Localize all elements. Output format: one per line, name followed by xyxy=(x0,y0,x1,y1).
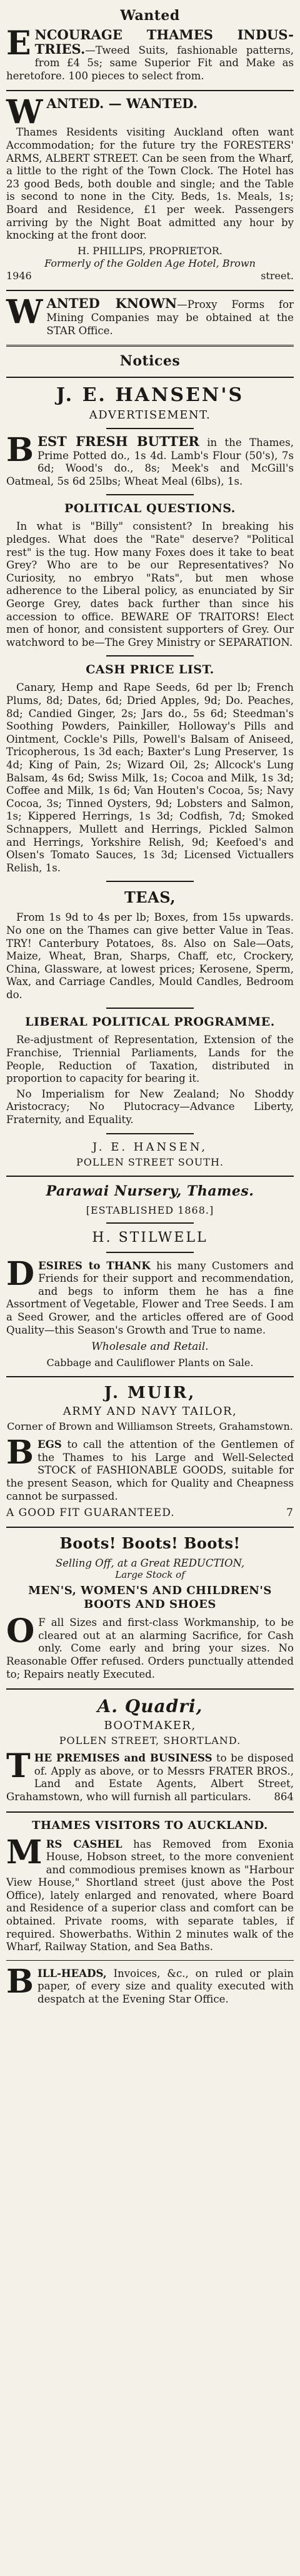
divider xyxy=(6,345,294,347)
ad-body: to call the attention of the Gentlemen of the Thames to his Large and Well-Selected STOCK of FASHIONABLE GOODS, suitable for the present Season, which for Quality and Cheapness cannot be surpassed. xyxy=(6,1439,294,1502)
dropcap: B xyxy=(6,431,34,470)
ad-cashel xyxy=(6,1819,294,1954)
ad-boots xyxy=(6,1534,294,1681)
visitors-title: THAMES VISITORS TO AUCKLAND. xyxy=(32,1818,268,1832)
cash-price-body: Canary, Hemp and Rape Seeds, 6d per lb; French Plums, 8d; Dates, 6d; Dried Apples, 9d; Do. Peaches, 8d; Candied Ginger, 2s; Jars do., 5s 6d; Steedman's Soothing Powders, Painkiller, Holloway's Pills and Ointment, Cockle's Pills, Powell's Balsam of Aniseed, Tricopherous, 1s 3d each; Baxter's Lung Preserver, 1s 4d; King of Pain, 2s; Wizard Oil, 2s; Allcock's Lung Balsam, 4s 6d; Swiss Milk, 1s; Cocoa and Milk, 1s 3d; Coffee and Milk, 1s 6d; Van Houten's Cocoa, 5s; Navy Cocoa, 3s; Tinned Oysters, 9d; Lobsters and Salmon, 1s; Kippered Herrings, 1s 3d; Codfish, 7d; Smoked Schnappers, Mullett and Herrings, Pickled Salmon and Herrings, Yorkshire Relish, 9d; Keefoed's and Olsen's Tomato Sauces, 1s 3d; Licensed Victuallers Relish, 1s. xyxy=(6,681,294,874)
ad-quadri xyxy=(6,1696,294,1803)
divider xyxy=(6,90,294,91)
butter-title: EST FRESH BUTTER xyxy=(37,433,199,450)
divider xyxy=(6,1688,294,1690)
boots-header: Boots! Boots! Boots! xyxy=(59,1534,241,1553)
section-heading-wanted: Wanted xyxy=(120,7,180,24)
ad-ref-number: 1946 xyxy=(6,269,32,282)
divider xyxy=(6,377,294,378)
dropcap: D xyxy=(6,1254,35,1293)
ad-billheads xyxy=(6,1962,294,2006)
divider xyxy=(6,1527,294,1528)
ad-hansen xyxy=(6,384,294,1168)
lead-words: HE PREMISES and BUSINESS xyxy=(34,1751,212,1765)
dropcap: M xyxy=(6,1833,42,1871)
plants-line: Cabbage and Cauliflower Plants on Sale. xyxy=(46,1357,254,1369)
nurseryman-name: H. STILWELL xyxy=(92,1229,208,1246)
teas-title: TEAS, xyxy=(124,888,176,907)
nursery-title: Parawai Nursery, Thames. xyxy=(46,1182,254,1199)
ad-body: Thames Residents visiting Auckland often want Accommodation; for the future try the FORESTERS' ARMS, ALBERT STREET. Can be seen from the Wharf, a little to the right of the Town Clock. The Hotel has 23 good Beds, both double and single; and the Table is second to none in the City. Beds, 1s. Meals, 1s; Board and Residence, £1 per week. Passengers arriving by the Night Boat admitted any hour by knocking at the front door. xyxy=(6,126,294,242)
political-questions-title: POLITICAL QUESTIONS. xyxy=(64,502,236,516)
lead-words: ILL-HEADS, xyxy=(37,1966,107,1979)
dropcap: T xyxy=(6,1747,31,1786)
divider xyxy=(6,1960,294,1961)
divider xyxy=(106,428,194,429)
divider xyxy=(6,1176,294,1177)
teas-body: From 1s 9d to 4s per lb; Boxes, from 15s upwards. No one on the Thames can give better Value in Teas. TRY! Canterbury Potatoes, 8s. Also on Sale—Oats, Maize, Wheat, Bran, Sharps, Chaff, etc, Crockery, China, Glassware, at lowest prices; Kerosene, Sperm, Wax, and Carriage Candles, Mould Candles, Bedroom do. xyxy=(6,911,294,1001)
ad-body: his many Customers and Friends for their support and recommendation, and begs to inform them he has a fine Assortment of Vegetable, Flower and Tree Seeds. I am a Seed Grower, and the articles offered are of Good Quality—this Season's Growth and True to name. xyxy=(6,1259,294,1336)
bootmaker-trade: BOOTMAKER, xyxy=(104,1719,196,1733)
ad-stilwell xyxy=(6,1183,294,1369)
cash-price-title: CASH PRICE LIST. xyxy=(86,663,214,677)
lead-words: EGS xyxy=(37,1438,62,1451)
section-heading-notices: Notices xyxy=(119,353,181,370)
ad-encourage-industries xyxy=(6,24,294,82)
boots-line1: Selling Off, at a Great REDUCTION, xyxy=(55,1557,245,1570)
lead-words: ESIRES to THANK xyxy=(38,1259,151,1272)
hansen-address: POLLEN STREET SOUTH. xyxy=(76,1156,224,1168)
liberal-programme-body: Re-adjustment of Representation, Extension of the Franchise, Triennial Parliaments, Lands for the People, Reduction of Taxation, distributed in proportion to capacity for bearing it. xyxy=(6,1034,294,1085)
ad-body: to be disposed of. Apply as above, or to Messrs FRATER BROS., Land and Estate Agents, Albert Street, Grahamstown, who will furnish all particulars. xyxy=(6,1752,294,1803)
ad-title: ANTED KNOWN xyxy=(46,295,178,312)
ad-muir xyxy=(6,1384,294,1519)
dropcap: B xyxy=(6,1962,34,2001)
ad-foresters-arms xyxy=(6,93,294,282)
tailor-address: Corner of Brown and Williamson Streets, Grahamstown. xyxy=(7,1420,293,1433)
political-questions-body: In what is "Billy" consistent? In breaking his pledges. What does the "Rate" deserve? "Political rest" is the tug. How many Foxes does it take to beat Grey? Who are to be our Representatives? No Curiosity, no embryo "Rats", but men whose adherence to the Liberal policy, as enunciated by Sir George Grey, dates back further than since his accession to office. BEWARE OF TRAITORS! Elect men of honor, and consistent supporters of Grey. Our watchword to be—The Grey Ministry or SEPARATION. xyxy=(6,520,294,648)
boots-title: MEN'S, WOMEN'S AND CHILDREN'S BOOTS AND SHOES xyxy=(28,1584,272,1612)
ad-title: NCOURAGE THAMES INDUS-TRIES. xyxy=(34,27,294,57)
hansen-signature: J. E. HANSEN, xyxy=(92,1140,208,1154)
dropcap: O xyxy=(6,1612,35,1651)
ad-body: Invoices, &c., on ruled or plain paper, of every size and quality executed with despatch at the Evening Star Office. xyxy=(37,1967,294,2006)
advertiser-sub: ADVERTISEMENT. xyxy=(89,409,211,422)
trade-line: Wholesale and Retail. xyxy=(91,1340,209,1354)
tailor-name: J. MUIR, xyxy=(104,1384,196,1403)
liberal-programme-title: LIBERAL POLITICAL PROGRAMME. xyxy=(25,1015,275,1029)
liberal-programme-tail: No Imperialism for New Zealand; No Shoddy Aristocracy; No Plutocracy—Advance Liberty, Fraternity, and Equality. xyxy=(6,1087,294,1126)
tailor-trade: ARMY AND NAVY TAILOR, xyxy=(62,1405,238,1419)
guarantee-line: A GOOD FIT GUARANTEED. xyxy=(6,1507,175,1520)
ad-ref-number: 864 xyxy=(274,1790,294,1803)
bootmaker-name: A. Quadri, xyxy=(97,1696,203,1717)
divider xyxy=(106,1222,194,1224)
divider xyxy=(106,881,194,882)
ad-title: ANTED. — WANTED. xyxy=(46,96,198,112)
advertiser-name: J. E. HANSEN'S xyxy=(56,384,244,407)
ad-proxy-forms xyxy=(6,293,294,337)
bootmaker-address: POLLEN STREET, SHORTLAND. xyxy=(59,1735,241,1747)
boots-line2: Large Stock of xyxy=(115,1569,185,1581)
divider xyxy=(6,1376,294,1377)
established-date: [ESTABLISHED 1868.] xyxy=(86,1204,214,1216)
street-label: street. xyxy=(261,269,294,282)
divider xyxy=(106,655,194,656)
proprietor-name: H. PHILLIPS, PROPRIETOR. xyxy=(78,244,222,257)
ad-body: has Removed from Exonia House, Hobson street, to the more convenient and commodious premises known as "Harbour View House," Shortland street (just above the Post Office), lately enlarged and renovated, where Board and Residence of a superior class and comfort can be obtained. Private rooms, with separate tables, if required. Showerbaths. Within 2 minutes walk of the Wharf, Railway Station, and Sea Baths. xyxy=(6,1838,294,1953)
divider xyxy=(106,1133,194,1134)
butter-body: in the Thames, Prime Potted do., 1s 4d. Lamb's Flour (50's), 7s 6d; Wood's do., 8s; Meek's and McGill's Oatmeal, 5s 6d 25lbs; Wheat Meal (6lbs), 1s. xyxy=(6,437,294,487)
dropcap: W xyxy=(6,93,43,132)
divider xyxy=(106,1008,194,1009)
lead-words: RS CASHEL xyxy=(46,1837,122,1850)
divider xyxy=(6,290,294,291)
ad-ref-number: 7 xyxy=(286,1507,294,1520)
dropcap: B xyxy=(6,1434,34,1472)
divider xyxy=(106,1252,194,1253)
proprietor-former: Formerly of the Golden Age Hotel, Brown xyxy=(44,257,256,269)
ad-body: —Proxy Forms for Mining Companies may be obtained at the STAR Office. xyxy=(46,299,294,337)
dropcap: W xyxy=(6,293,43,332)
ad-body: —Tweed Suits, fashionable patterns, from £4 5s; same Superior Fit and Make as heretofore. 100 pieces to select from. xyxy=(6,44,294,82)
ad-body: F all Sizes and first-class Workmanship, to be cleared out at an alarming Sacrifice, for Cash only. Come early and bring your sizes. No Reasonable Offer refused. Orders punctually attended to; Repairs neatly Executed. xyxy=(6,1617,294,1680)
divider xyxy=(106,494,194,495)
divider xyxy=(6,1811,294,1813)
dropcap: E xyxy=(6,24,31,62)
